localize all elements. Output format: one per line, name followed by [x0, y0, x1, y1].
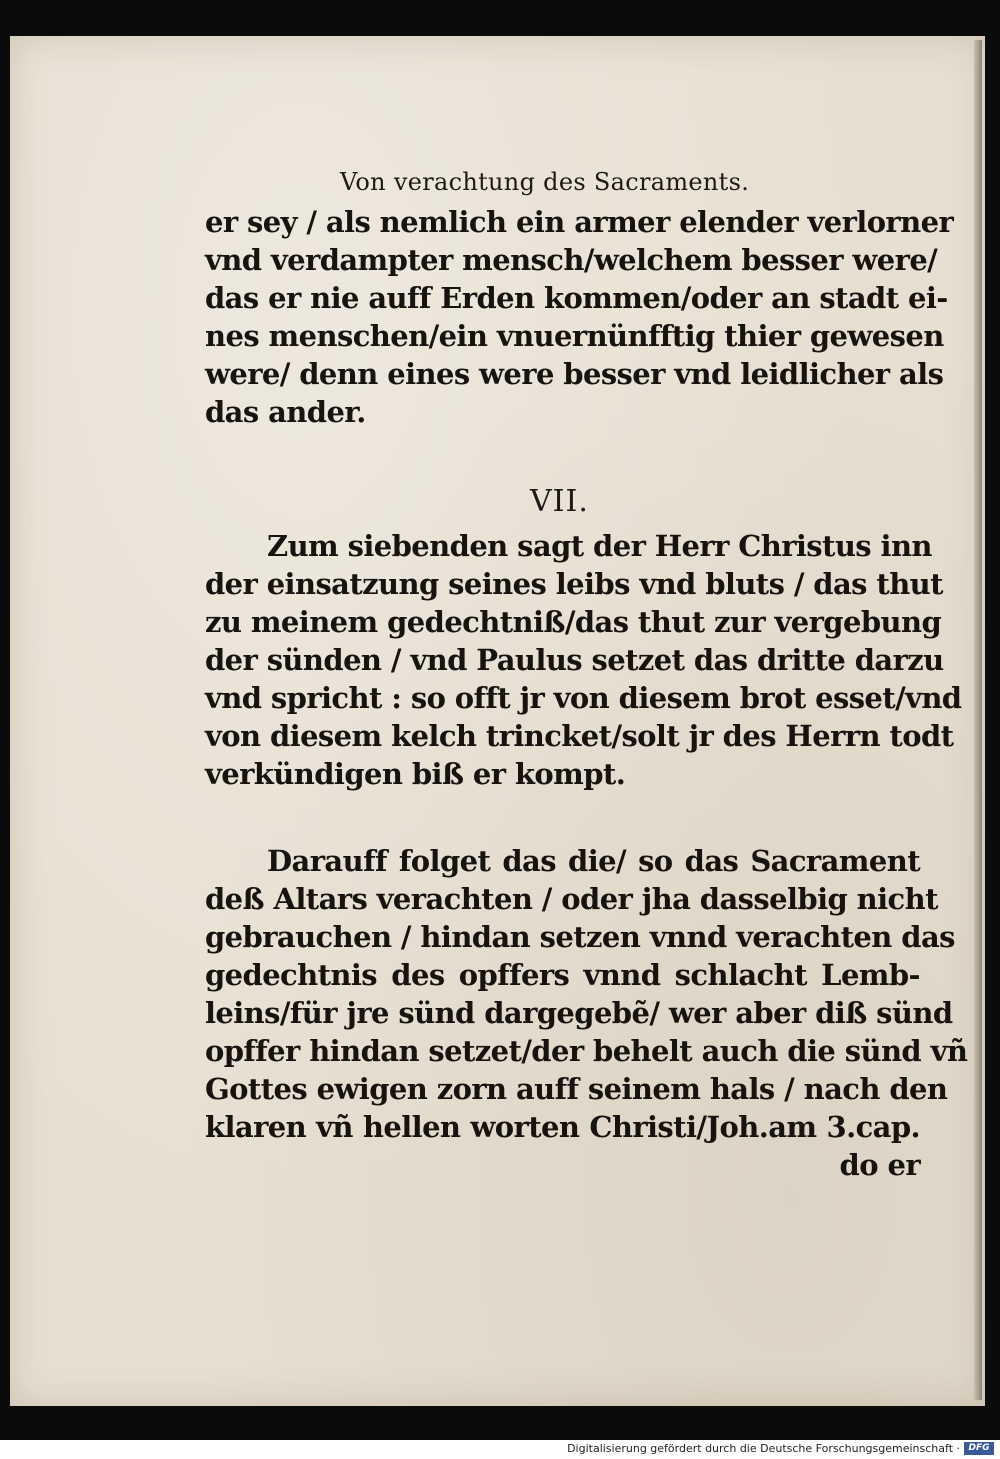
text-line: das ander. [205, 395, 366, 429]
text-line: klaren vñ hellen worten Christi/Joh.am 3.cap. [205, 1110, 920, 1144]
catchword: do er [839, 1148, 920, 1182]
text-line: gebrauchen / hindan setzen vnnd verachten das [205, 920, 955, 954]
text-line: verkündigen biß er kompt. [205, 757, 626, 791]
section-numeral: VII. [530, 484, 589, 519]
text-line: deß Altars verachten / oder jha dasselbig nicht [205, 882, 938, 916]
text-line: nes menschen/ein vnuernünfftig thier gewesen [205, 319, 944, 353]
text-line: das er nie auff Erden kommen/oder an stadt ei- [205, 281, 948, 315]
text-line: gedechtnis des opffers vnnd schlacht Lemb- [205, 958, 920, 992]
text-line: Darauff folget das die/ so das Sacrament [267, 844, 920, 878]
text-line: von diesem kelch trincket/solt jr des Herrn todt [205, 719, 954, 753]
text-line: er sey / als nemlich ein armer elender verlorner [205, 205, 954, 239]
paragraph-1 [205, 203, 954, 431]
page-edge [974, 40, 982, 1400]
dfg-logo-icon: DFG [964, 1442, 994, 1455]
footer-bar [0, 1440, 1000, 1459]
footer-credit: Digitalisierung gefördert durch die Deutsche Forschungsgemeinschaft · [567, 1442, 960, 1455]
text-line: zu meinem gedechtniß/das thut zur vergebung [205, 605, 942, 639]
text-line: opffer hindan setzet/der behelt auch die sünd vñ [205, 1034, 968, 1068]
running-head: Von verachtung des Sacraments. [340, 168, 750, 196]
text-line: der einsatzung seines leibs vnd bluts / das thut [205, 567, 943, 601]
text-line: leins/für jre sünd dargegebẽ/ wer aber diß sünd [205, 996, 953, 1030]
text-line: vnd verdampter mensch/welchem besser were/ [205, 243, 938, 277]
paragraph-3 [205, 842, 968, 1184]
text-line: Gottes ewigen zorn auff seinem hals / nach den [205, 1072, 948, 1106]
paragraph-2 [205, 527, 962, 793]
text-line: Zum siebenden sagt der Herr Christus inn [267, 529, 932, 563]
text-line: vnd spricht : so offt jr von diesem brot esset/vnd [205, 681, 962, 715]
text-line: der sünden / vnd Paulus setzet das dritte darzu [205, 643, 944, 677]
text-line: were/ denn eines were besser vnd leidlicher als [205, 357, 944, 391]
